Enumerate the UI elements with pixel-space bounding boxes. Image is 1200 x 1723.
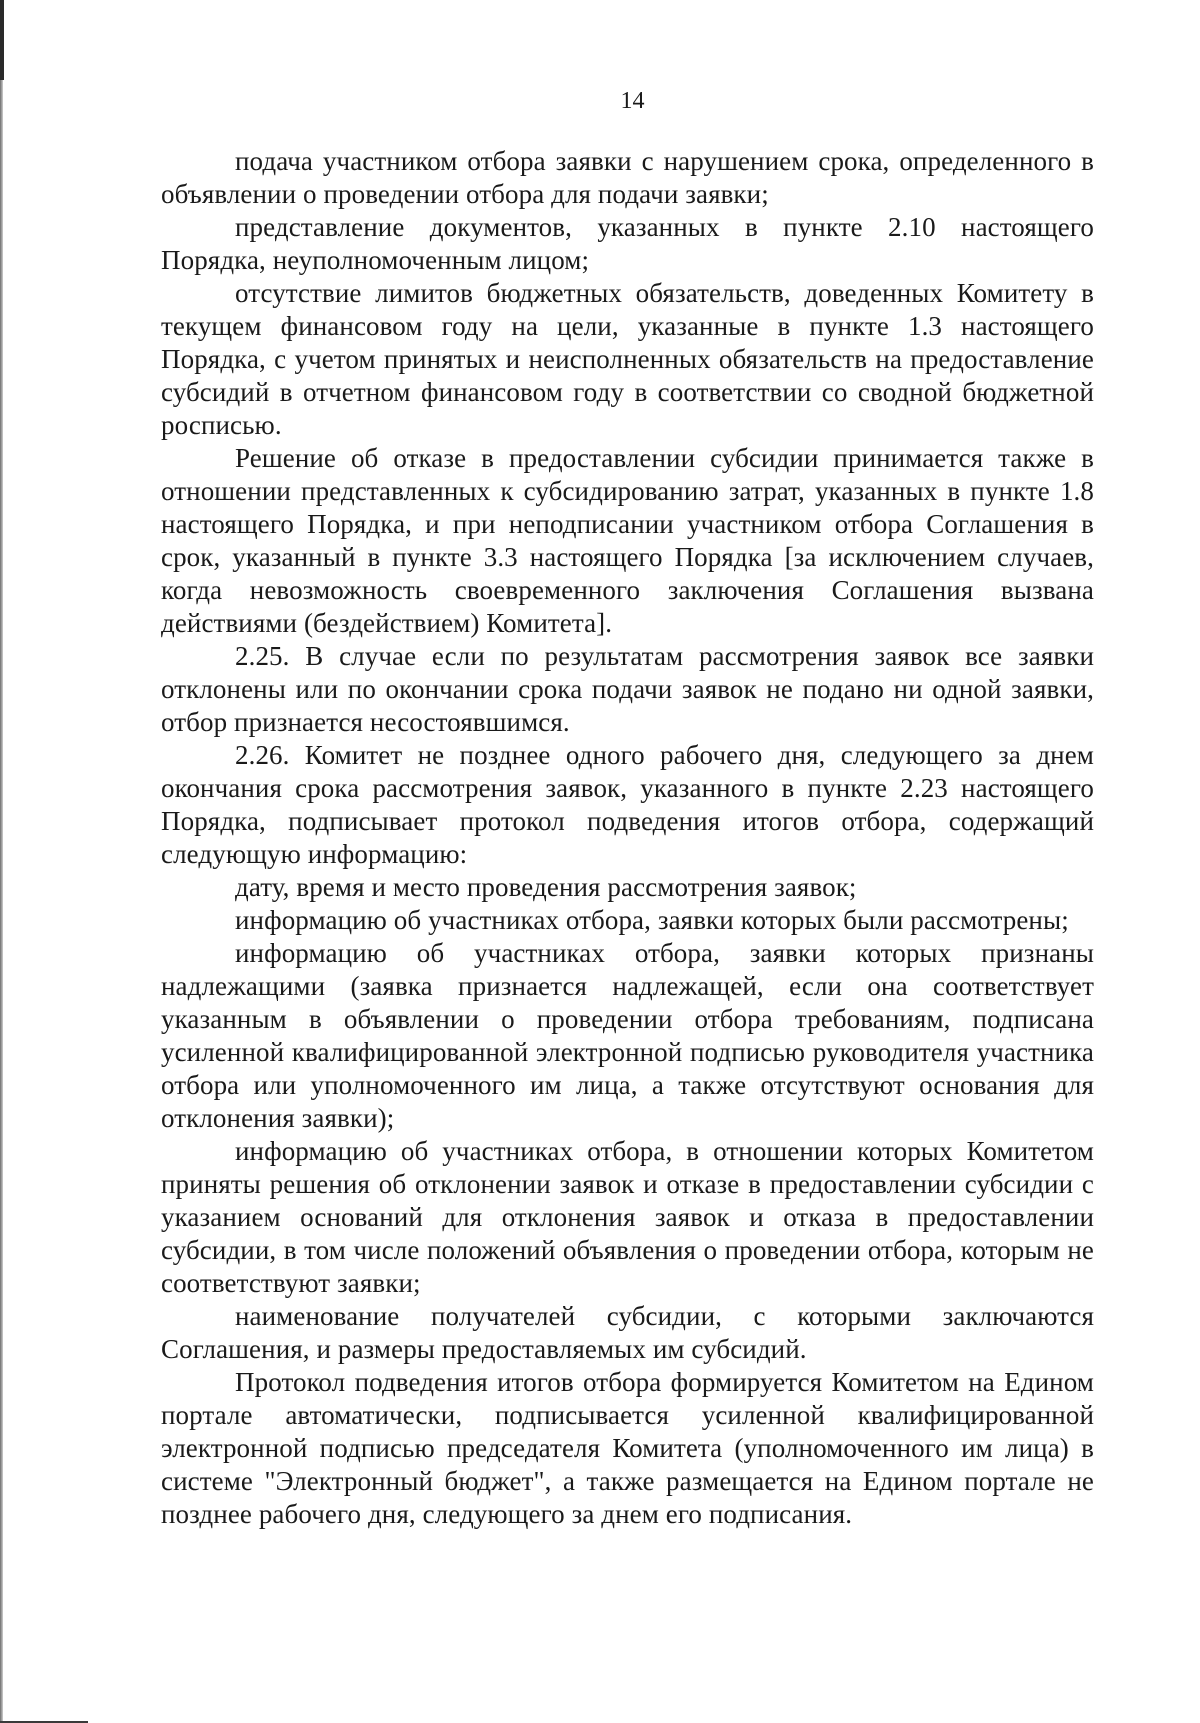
scan-mark-top bbox=[0, 0, 4, 80]
page-number: 14 bbox=[620, 88, 645, 114]
paragraph-recipients: наименование получателей субсидии, с которыми заключаются Соглашения, и размеры предоставляемых им субсидий. bbox=[161, 1301, 1094, 1364]
paragraph-unauthorized-person: представление документов, указанных в пункте 2.10 настоящего Порядка, неуполномоченным лицом; bbox=[161, 212, 1094, 275]
scan-edge bbox=[0, 0, 3, 1723]
paragraph-proper-applications: информацию об участниках отбора, заявки которых признаны надлежащими (заявка признается надлежащей, если она соответствует указанным в объявлении о проведении отбора требованиям, подписана усиленной квалифицированной электронной подписью руководителя участника отбора или уполномоченного им лица, а также отсутствуют основания для отклонения заявки); bbox=[161, 938, 1094, 1133]
paragraph-2-26: 2.26. Комитет не позднее одного рабочего дня, следующего за днем окончания срока рассмотрения заявок, указанного в пункте 2.23 настоящего Порядка, подписывает протокол подведения итогов отбора, содержащий следующую информацию: bbox=[161, 740, 1094, 869]
paragraph-2-25: 2.25. В случае если по результатам рассмотрения заявок все заявки отклонены или по окончании срока подачи заявок не подано ни одной заявки, отбор признается несостоявшимся. bbox=[161, 641, 1094, 737]
paragraph-protocol: Протокол подведения итогов отбора формируется Комитетом на Едином портале автоматически, подписывается усиленной квалифицированной электронной подписью председателя Комитета (уполномоченного им лица) в системе "Электронный бюджет", а также размещается на Едином портале не позднее рабочего дня, следующего за днем его подписания. bbox=[161, 1367, 1094, 1529]
paragraph-budget-limits: отсутствие лимитов бюджетных обязательств, доведенных Комитету в текущем финансовом году на цели, указанные в пункте 1.3 настоящего Порядка, с учетом принятых и неисполненных обязательств на предоставление субсидий в отчетном финансовом году в соответствии со сводной бюджетной росписью. bbox=[161, 278, 1094, 440]
paragraph-date-time-place: дату, время и место проведения рассмотрения заявок; bbox=[235, 872, 857, 902]
paragraph-late-submission: подача участником отбора заявки с нарушением срока, определенного в объявлении о проведении отбора для подачи заявки; bbox=[161, 146, 1094, 209]
paragraph-refusal-decision: Решение об отказе в предоставлении субсидии принимается также в отношении представленных к субсидированию затрат, указанных в пункте 1.8 настоящего Порядка, и при неподписании участником отбора Соглашения в срок, указанный в пункте 3.3 настоящего Порядка [за исключением случаев, когда невозможность своевременного заключения Соглашения вызвана действиями (бездействием) Комитета]. bbox=[161, 443, 1094, 638]
paragraph-reviewed-participants: информацию об участниках отбора, заявки которых были рассмотрены; bbox=[235, 905, 1069, 935]
document-body bbox=[161, 145, 1094, 1531]
paragraph-rejected-applications: информацию об участниках отбора, в отношении которых Комитетом приняты решения об отклонении заявок и отказе в предоставлении субсидии с указанием оснований для отклонения заявок и отказа в предоставлении субсидии, в том числе положений объявления о проведении отбора, которым не соответствуют заявки; bbox=[161, 1136, 1094, 1298]
